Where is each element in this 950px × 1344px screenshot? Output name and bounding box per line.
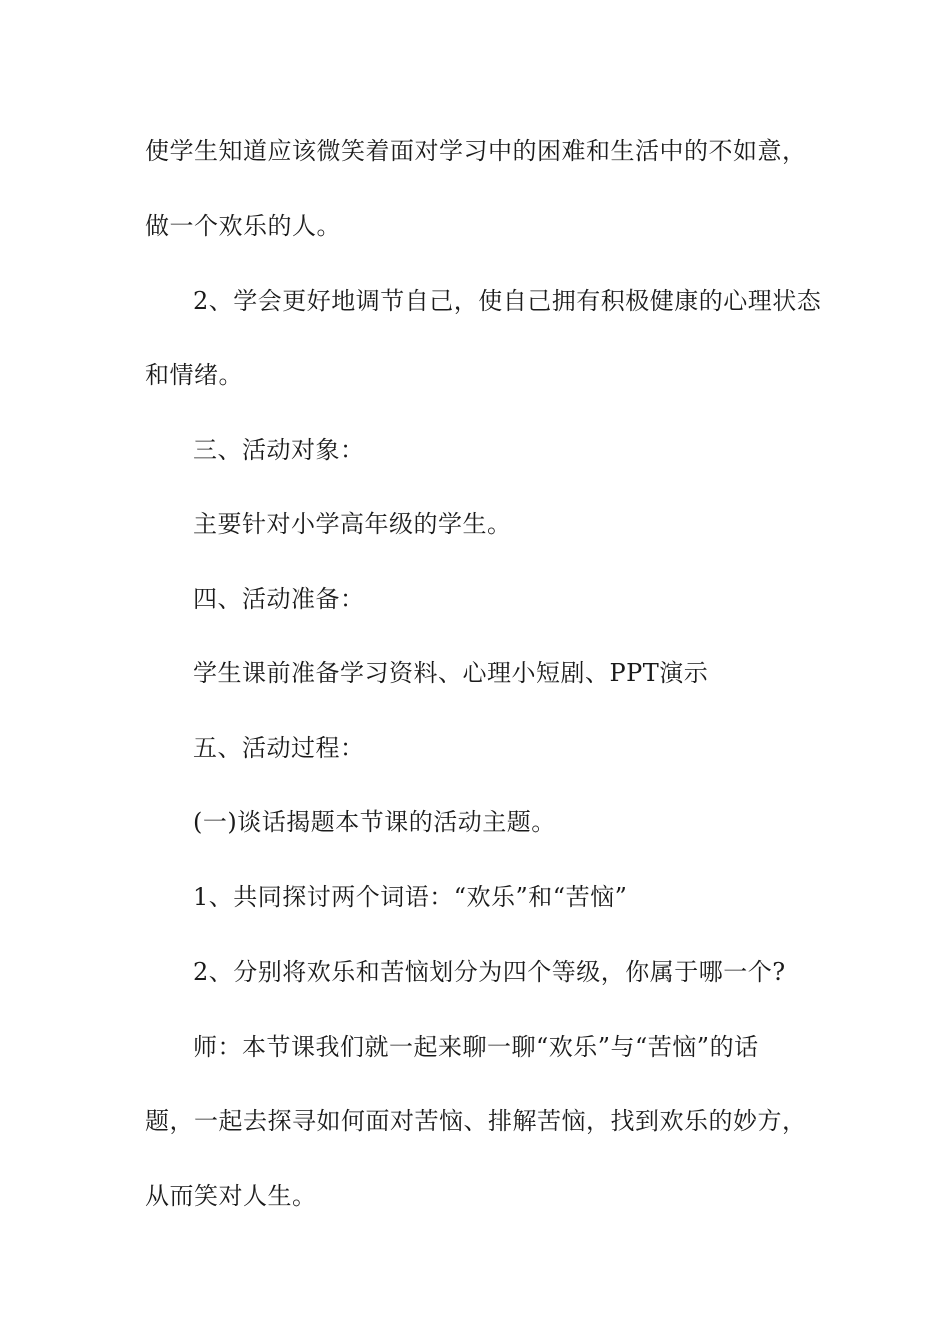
paragraph-line: 从而笑对人生。 [145,1182,317,1210]
section-heading: 三、活动对象： [193,436,365,464]
paragraph-line: 做一个欢乐的人。 [145,212,341,240]
list-item: 1、共同探讨两个词语：“欢乐”和“苦恼” [193,883,628,911]
list-item: 2、分别将欢乐和苦恼划分为四个等级，你属于哪一个? [193,958,786,986]
paragraph-line: 主要针对小学高年级的学生。 [193,510,512,538]
subsection-heading: (一)谈话揭题本节课的活动主题。 [193,808,556,836]
paragraph-line: 学生课前准备学习资料、心理小短剧、PPT演示 [193,659,709,687]
paragraph-line: 师：本节课我们就一起来聊一聊“欢乐”与“苦恼”的话 [193,1033,759,1061]
paragraph-line: 使学生知道应该微笑着面对学习中的困难和生活中的不如意， [145,137,807,165]
section-heading: 四、活动准备： [193,585,365,613]
list-item: 2、学会更好地调节自己，使自己拥有积极健康的心理状态 [193,287,822,315]
paragraph-line: 题，一起去探寻如何面对苦恼、排解苦恼，找到欢乐的妙方， [145,1107,807,1135]
section-heading: 五、活动过程： [193,734,365,762]
paragraph-line: 和情绪。 [145,361,243,389]
